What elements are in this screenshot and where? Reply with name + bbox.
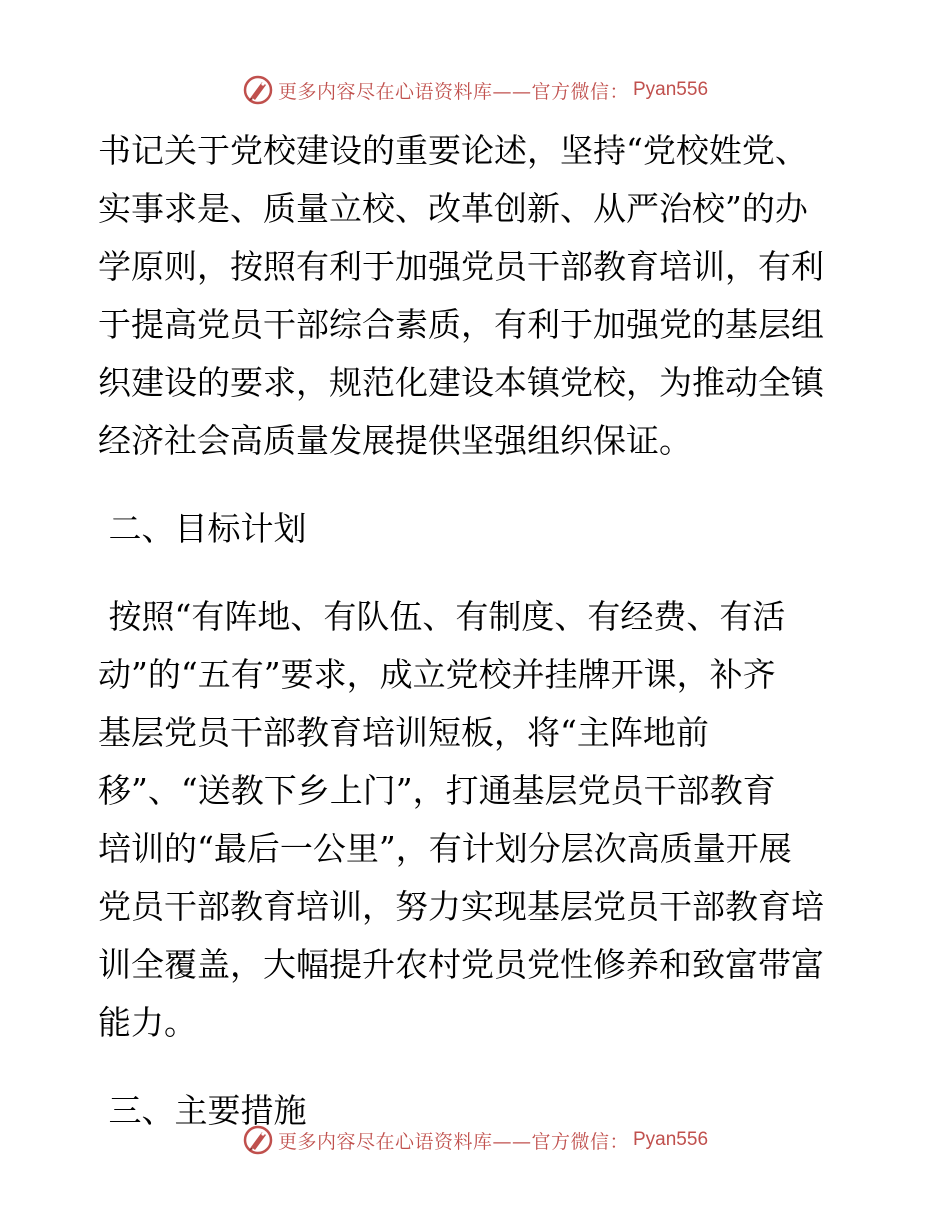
- paragraph-2: [98, 588, 858, 1052]
- text-line: 学原则，按照有利于加强党员干部教育培训，有利: [98, 247, 824, 286]
- text-line: 动”的“五有”要求，成立党校并挂牌开课，补齐: [98, 655, 776, 694]
- text-line: 织建设的要求，规范化建设本镇党校，为推动全镇: [98, 363, 824, 402]
- text-line: 能力。: [98, 1003, 197, 1042]
- document-body: [98, 122, 858, 1140]
- banner-text: 更多内容尽在心语资料库——官方微信：: [277, 1130, 629, 1153]
- text-line: 训全覆盖，大幅提升农村党员党性修养和致富带富: [98, 945, 824, 984]
- text-line: 按照“有阵地、有队伍、有制度、有经费、有活: [98, 597, 786, 636]
- section-heading-2: 二、目标计划: [98, 509, 307, 548]
- fountain-pen-logo-icon: [242, 74, 274, 106]
- text-line: 移”、“送教下乡上门”，打通基层党员干部教育: [98, 771, 776, 810]
- text-line: 党员干部教育培训，努力实现基层党员干部教育培: [98, 887, 824, 926]
- header-banner: [0, 70, 950, 110]
- section-heading-3: 三、主要措施: [98, 1091, 307, 1130]
- paragraph-1: [98, 122, 858, 470]
- text-line: 经济社会高质量发展提供坚强组织保证。: [98, 421, 692, 460]
- text-line: 书记关于党校建设的重要论述，坚持“党校姓党、: [98, 131, 808, 170]
- text-line: 培训的“最后一公里”，有计划分层次高质量开展: [98, 829, 792, 868]
- text-line: 于提高党员干部综合素质，有利于加强党的基层组: [98, 305, 824, 344]
- wechat-id: Pyan556: [633, 79, 709, 100]
- wechat-id: Pyan556: [633, 1129, 709, 1150]
- banner-text: 更多内容尽在心语资料库——官方微信：: [277, 80, 629, 103]
- text-line: 基层党员干部教育培训短板，将“主阵地前: [98, 713, 709, 752]
- text-line: 实事求是、质量立校、改革创新、从严治校”的办: [98, 189, 808, 228]
- footer-banner: [0, 1120, 950, 1160]
- fountain-pen-logo-icon: [242, 1124, 274, 1156]
